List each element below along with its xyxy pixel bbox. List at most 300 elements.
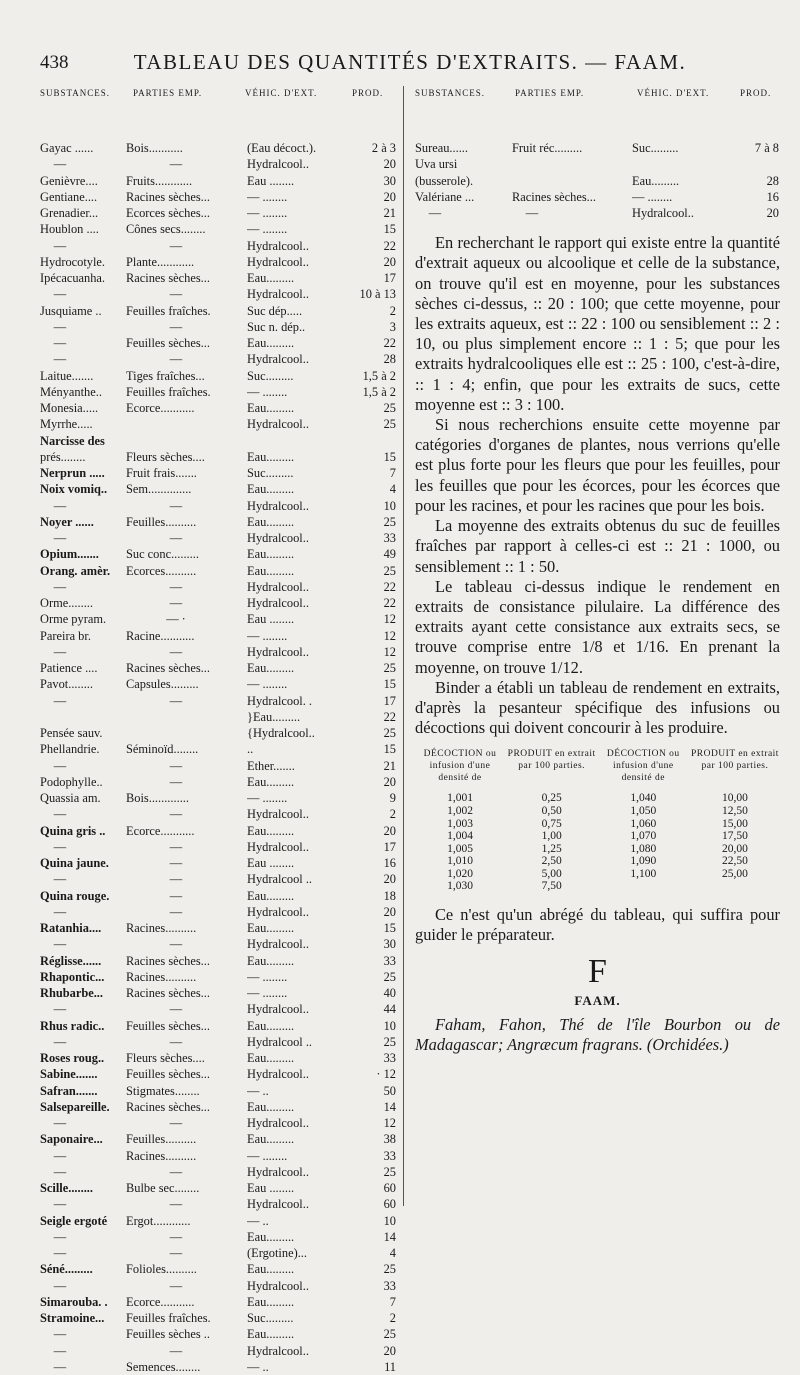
table-row [415,140,780,156]
part-cell: — [169,1197,183,1212]
table-row [40,709,400,725]
part-cell: — [169,319,183,334]
part-cell: — [169,1034,183,1049]
vehicle-cell: Hydralcool .. [247,1034,313,1049]
product-cell: 18 [383,888,396,903]
table-row [415,156,780,172]
vehicle-cell: Eau......... [247,449,295,464]
vehicle-cell: Hydralcool.. [247,839,309,854]
product-cell: 3 [389,319,396,334]
table-row [40,1018,400,1034]
part-cell: — [169,157,183,172]
part-cell: — [169,1164,183,1179]
vehicle-cell: Eau......... [247,514,295,529]
part-cell: — [169,644,183,659]
product-cell: 22 [383,336,396,350]
vehicle-cell: Eau......... [247,1294,295,1309]
vehicle-cell: Hydralcool.. [247,579,309,594]
table-row [40,1083,400,1099]
vehicle-cell: Eau ........ [247,1181,295,1195]
binder-row [415,855,780,868]
part-cell: Bois............. [126,791,189,805]
product-cell: 15 [383,677,396,692]
substance-cell: — [53,1116,67,1130]
substance-cell: — [53,693,67,708]
part-cell: Feuilles sèches... [126,1067,210,1082]
substance-cell: Genièvre.... [40,173,98,188]
binder-row [415,843,780,856]
vehicle-cell: Suc......... [247,1311,294,1325]
substance-cell: Grenadier... [40,206,99,220]
table-row [40,871,400,887]
vehicle-cell: — ........ [247,677,288,692]
table-row [40,1034,400,1050]
substance-cell: Rhus radic.. [40,1018,105,1033]
table-row [40,1001,400,1017]
vehicle-cell: Eau ........ [247,856,295,870]
part-cell: Fruit frais....... [126,466,197,480]
part-cell: Ecorces.......... [126,563,197,578]
product-cell: 7 à 8 [754,141,779,155]
substance-cell: Quina gris .. [40,823,106,838]
vehicle-cell: Eau......... [247,336,295,350]
part-cell: — [169,1246,183,1260]
product-cell: 2 à 3 [371,141,396,155]
part-cell: — [169,238,183,253]
binder-cell: 1,050 [630,804,657,817]
substance-cell: — [53,1359,67,1374]
vehicle-cell: — ........ [247,384,288,399]
vehicle-cell: Hydralcool.. [247,937,309,952]
substance-cell: Houblon .... [40,222,99,237]
substance-cell: Ményanthe.. [40,384,102,399]
col-header-produit: PROD. [352,88,384,98]
vehicle-cell: Hydralcool.. [247,417,309,432]
vehicle-cell: Hydralcool.. [247,157,309,172]
part-cell: Racine........... [126,628,195,643]
part-cell: Racines sèches... [126,953,210,968]
binder-cell: 1,080 [630,842,657,855]
product-cell: 25 [383,1164,396,1179]
substance-cell: — [53,157,67,172]
product-cell: 15 [383,742,396,757]
substance-cell: — [53,319,67,334]
substance-cell: — [53,1229,67,1244]
part-cell: — [169,807,183,822]
product-cell: 12 [383,644,396,659]
substance-cell: Sureau...... [415,141,468,155]
table-row [415,173,780,189]
product-cell: 10 [383,1018,396,1033]
binder-cell: 1,001 [447,792,473,805]
substance-cell: Phellandrie. [40,742,100,757]
vehicle-cell: Hydralcool.. [247,1164,309,1179]
product-cell: 4 [389,482,396,497]
part-cell: Feuilles fraîches. [126,1311,211,1325]
vehicle-cell: Eau......... [247,271,295,285]
vehicle-cell: Eau ........ [247,612,295,627]
vehicle-cell: Hydralcool.. [247,1278,309,1293]
vehicle-cell: Suc n. dép.. [247,319,306,334]
product-cell: 40 [383,986,396,1000]
part-cell: Bois........... [126,141,183,155]
substance-cell: — [53,644,67,659]
table-row [40,1099,400,1115]
col-header-parties: PARTIES EMP. [133,88,203,98]
left-table [40,140,400,1375]
table-row [40,286,400,302]
part-cell: Semences........ [126,1359,201,1374]
product-cell: 10 [383,498,396,513]
vehicle-cell: Hydralcool.. [247,1116,309,1130]
substance-cell: Noix vomiq.. [40,482,108,497]
table-row [40,839,400,855]
product-cell: 14 [383,1099,396,1114]
substance-cell: Rhapontic... [40,969,105,984]
substance-cell: — [53,498,67,513]
product-cell: 17 [383,693,396,708]
substance-cell: Stramoine... [40,1311,105,1325]
product-cell: 25 [383,514,396,529]
binder-cell: 1,090 [630,855,657,868]
binder-cell: 1,070 [630,830,657,843]
vehicle-cell: Suc......... [632,141,679,155]
table-row [40,969,400,985]
substance-cell: — [53,1148,67,1163]
substance-cell: Saponaire... [40,1132,103,1147]
substance-cell: Orme pyram. [40,612,107,627]
product-cell: 25 [383,969,396,984]
substance-cell: Gayac ...... [40,141,94,155]
vehicle-cell: Eau ........ [247,173,295,188]
product-cell: 11 [384,1359,396,1374]
product-cell: 21 [383,758,396,773]
binder-cell: 0,25 [541,792,562,805]
binder-table [415,748,780,893]
substance-cell: Nerprun ..... [40,466,105,480]
vehicle-cell: — .. [247,1083,269,1098]
substance-cell: Ratanhia.... [40,921,102,935]
substance-cell: Réglisse...... [40,953,102,968]
substance-cell: — [53,758,67,773]
vehicle-cell: (Eau décoct.). [247,141,317,155]
table-row [40,693,400,709]
binder-cell: 7,50 [541,880,562,893]
substance-cell: Orme........ [40,596,93,610]
substance-cell: — [53,352,67,367]
product-cell: 4 [389,1246,396,1260]
binder-cell: 25,00 [722,867,748,880]
vehicle-cell: Eau......... [247,953,295,968]
substance-cell: Quina rouge. [40,888,110,903]
part-cell: — [169,498,183,513]
column-divider [403,86,404,1206]
part-cell: Fruit réc......... [512,141,583,155]
product-cell: 7 [389,1294,396,1309]
vehicle-cell: Suc......... [247,368,294,383]
substance-cell: — [53,579,67,594]
substance-cell: Rhubarbe... [40,986,103,1000]
product-cell: 28 [766,173,779,188]
product-cell: 12 [383,628,396,643]
product-cell: 33 [383,1148,396,1163]
part-cell: Plante............ [126,254,195,269]
table-row [40,1310,400,1326]
product-cell: 20 [383,157,396,172]
product-cell: 30 [383,173,396,188]
substance-cell: Roses roug.. [40,1051,105,1065]
product-cell: 7 [389,466,396,480]
vehicle-cell: Eau......... [247,401,295,415]
part-cell: Racines.......... [126,969,197,984]
product-cell: 1,5 à 2 [362,368,396,383]
table-row [40,498,400,514]
table-row [40,579,400,595]
part-cell: Suc conc......... [126,547,199,562]
substance-cell: Hydrocotyle. [40,254,106,269]
table-row [40,384,400,400]
table-row [40,904,400,920]
part-cell: — [169,1229,183,1244]
table-row [40,351,400,367]
product-cell: 25 [383,563,396,578]
product-cell: 20 [383,872,396,887]
part-cell: — [169,596,183,610]
substance-cell: Pavot........ [40,677,94,692]
substance-cell: — [53,1343,67,1358]
substance-cell: Monesia..... [40,401,99,415]
vehicle-cell: Eau......... [247,563,295,578]
substance-cell: Opium....... [40,547,99,562]
binder-row [415,818,780,831]
vehicle-cell: Hydralcool. . [247,693,313,708]
vehicle-cell: Hydralcool.. [247,1197,309,1212]
part-cell: Sem.............. [126,482,192,497]
binder-cell: 0,75 [541,817,562,830]
product-cell: 12 [383,612,396,627]
table-row [40,660,400,676]
substance-cell: Salsepareille. [40,1099,110,1114]
vehicle-cell: Eau......... [247,1018,295,1033]
part-cell: Racines sèches... [126,661,210,675]
part-cell: Racines.......... [126,921,197,935]
table-row [40,221,400,237]
part-cell: Racines sèches... [126,271,210,285]
substance-cell: Pareira br. [40,628,91,643]
part-cell: Feuilles sèches... [126,1018,210,1033]
table-row [40,888,400,904]
substance-cell: Quina jaune. [40,856,109,870]
col-header-substances: SUBSTANCES. [40,88,111,98]
right-col-header-produit: PROD. [740,88,772,98]
product-cell: 33 [383,953,396,968]
binder-cell: 1,00 [541,830,562,843]
binder-cell [690,880,780,893]
substance-cell: Safran....... [40,1083,98,1098]
substance-cell: — [428,206,442,220]
substance-cell: Myrrhe..... [40,417,93,432]
part-cell: — [169,579,183,594]
product-cell: 25 [383,1262,396,1277]
part-cell: — [169,937,183,952]
table-row [40,611,400,627]
product-cell: 33 [383,1051,396,1065]
product-cell: 17 [383,271,396,285]
substance-cell: — [53,807,67,822]
binder-cell: 22,50 [722,855,748,868]
table-row [40,758,400,774]
binder-cell: 1,020 [447,867,473,880]
product-cell: 10 à 13 [359,287,396,302]
binder-table-body [415,792,780,893]
binder-cell: 1,002 [447,804,473,817]
vehicle-cell: Hydralcool .. [247,872,313,887]
table-row [40,173,400,189]
part-cell: Tiges fraîches... [126,368,205,383]
part-cell: Racines sèches... [126,986,210,1000]
product-cell: 20 [383,904,396,919]
part-cell: Feuilles sèches... [126,336,210,350]
binder-cell: 12,50 [722,804,748,817]
binder-row [415,868,780,881]
vehicle-cell: Suc dép..... [247,303,303,318]
vehicle-cell: Eau......... [247,1051,295,1065]
table-row [40,823,400,839]
part-cell: Fruits............ [126,173,193,188]
table-row [40,1115,400,1131]
binder-cell: 10,00 [722,792,748,805]
product-cell: 50 [383,1083,396,1098]
vehicle-cell: Hydralcool.. [247,807,309,822]
substance-cell: — [53,1278,67,1293]
part-cell: — [525,206,539,220]
substance-cell: Orang. amèr. [40,563,110,578]
binder-cell: 1,100 [630,867,657,880]
binder-row [415,830,780,843]
product-cell: 25 [383,1034,396,1049]
right-col-header-substances: SUBSTANCES. [415,88,486,98]
table-row [40,140,400,156]
binder-table-header [415,748,780,784]
binder-header-cell: PRODUIT en extrait par 100 parties. [507,749,596,772]
binder-header-cell: DÉCOCTION ou infusion d'une densité de [423,749,497,784]
vehicle-cell: {Hydralcool.. [247,726,315,740]
substance-cell: Valériane ... [415,189,475,204]
table-row [40,1278,400,1294]
table-row [40,433,400,449]
binder-row [415,805,780,818]
table-row [40,595,400,611]
product-cell: 22 [383,238,396,253]
part-cell: Fleurs sèches.... [126,1051,205,1065]
table-row [40,514,400,530]
product-cell: 17 [383,839,396,854]
right-table [415,140,780,221]
substance-cell: — [53,1002,67,1017]
product-cell: 10 [383,1213,396,1228]
product-cell: 25 [383,1327,396,1342]
product-cell: 33 [383,1278,396,1293]
substance-cell: Laitue....... [40,368,94,383]
product-cell: 22 [383,709,396,724]
table-row [40,319,400,335]
table-row [40,1164,400,1180]
part-cell: Ecorce........... [126,823,195,838]
table-row [40,400,400,416]
substance-cell: — [53,287,67,302]
product-cell: 38 [383,1132,396,1147]
product-cell: 33 [383,531,396,545]
part-cell: — [169,352,183,367]
table-row [40,416,400,432]
table-row [40,806,400,822]
vehicle-cell: — ........ [247,222,288,237]
table-row [40,270,400,286]
substance-cell: Gentiane.... [40,189,98,204]
table-row [40,1343,400,1359]
part-cell: — · [166,612,186,627]
part-cell: Racines sèches... [126,189,210,204]
binder-cell: 1,004 [447,830,473,843]
col-header-vehicule: VÉHIC. D'EXT. [245,88,318,98]
vehicle-cell: — ........ [247,986,288,1000]
product-cell: 25 [383,401,396,415]
substance-cell: — [53,872,67,887]
part-cell: Ecorce........... [126,1294,195,1309]
substance-cell: — [53,238,67,253]
part-cell: — [169,1002,183,1017]
part-cell: Ecorce........... [126,401,195,415]
binder-row [415,880,780,893]
product-cell: 2 [389,1311,396,1325]
table-row [40,953,400,969]
part-cell: — [169,1343,183,1358]
table-row [40,1213,400,1229]
running-title: TABLEAU DES QUANTITÉS D'EXTRAITS. — FAAM. [133,50,687,74]
substance-cell: Seigle ergoté [40,1213,108,1228]
vehicle-cell: Eau......... [247,1132,295,1147]
vehicle-cell: — ........ [247,1148,288,1163]
product-cell: 20 [383,774,396,789]
table-row [40,449,400,465]
product-cell: 20 [383,189,396,204]
product-cell: 21 [383,206,396,220]
vehicle-cell: }Eau......... [247,709,301,724]
table-row [40,790,400,806]
substance-cell: Simarouba. . [40,1294,108,1309]
product-cell: 16 [383,856,396,870]
product-cell: 25 [383,726,396,740]
binder-cell: 1,003 [447,817,473,830]
binder-row [415,792,780,805]
table-row [40,1196,400,1212]
table-row [40,156,400,172]
part-cell: Stigmates........ [126,1083,200,1098]
substance-cell: Ipécacuanha. [40,271,106,285]
substance-cell: — [53,904,67,919]
binder-cell: 1,25 [541,842,562,855]
substance-cell: Séné......... [40,1262,93,1277]
substance-cell: (busserole). [415,173,474,188]
product-cell: 22 [383,579,396,594]
binder-cell: 5,00 [541,867,562,880]
table-row [40,546,400,562]
product-cell: 44 [383,1002,396,1017]
table-row [40,563,400,579]
product-cell: 20 [383,823,396,838]
part-cell: — [169,1278,183,1293]
table-row [40,920,400,936]
